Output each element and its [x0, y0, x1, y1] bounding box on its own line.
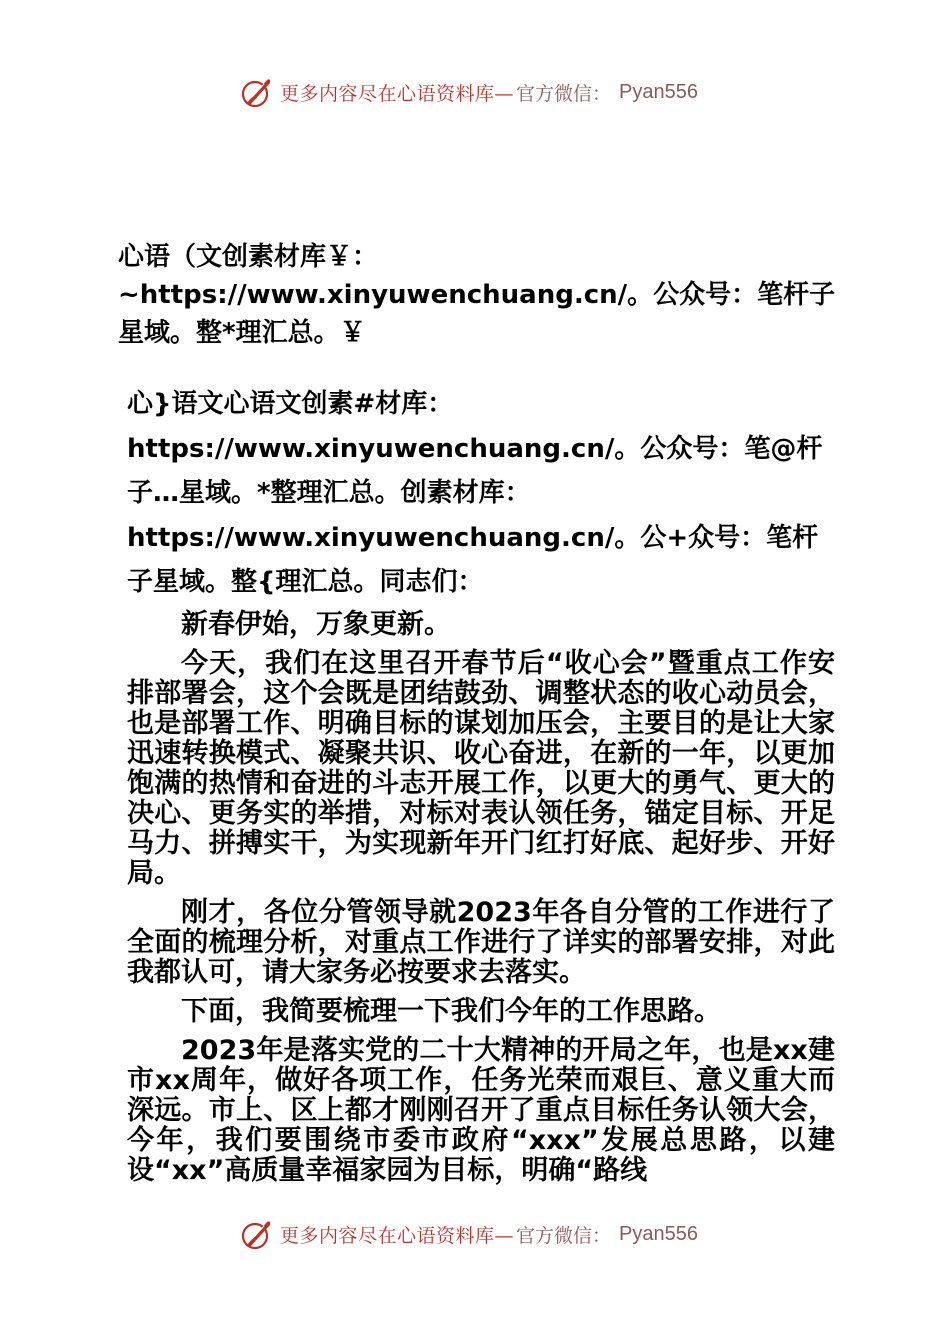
body-paragraph: 2023年是落实党的二十大精神的开局之年，也是xx建市xx周年，做好各项工作，任务光荣而艰巨、意义重大而深远。市上、区上都才刚刚召开了重点目标任务认领大会，今年，我们要围绕市委市政府“xxx”发展总思路，以建设“xx”高质量幸福家园为目标，明确“路线: [127, 1035, 835, 1186]
body-paragraph: 下面，我简要梳理一下我们今年的工作思路。: [181, 996, 721, 1027]
header-source-note: 心语（文创素材库￥：~https://www.xinyuwenchuang.cn/。公众号：笔杆子星域。整*理汇总。￥: [118, 242, 836, 348]
document-body: [127, 610, 835, 1186]
quill-pen-circle-logo-icon: [240, 1217, 274, 1251]
footer-watermark-banner: [240, 1214, 760, 1254]
banner-contact-label: 官方微信：: [516, 1224, 612, 1247]
body-paragraph: 刚才，各位分管领导就2023年各自分管的工作进行了全面的梳理分析，对重点工作进行了详实的部署安排，对此我都认可，请大家务必按要求去落实。: [127, 897, 835, 988]
banner-wechat-id: Pyan556: [619, 80, 698, 103]
body-paragraph: 今天，我们在这里召开春节后“收心会”暨重点工作安排部署会，这个会既是团结鼓劲、调整状态的收心动员会，也是部署工作、明确目标的谋划加压会，主要目的是让大家迅速转换模式、凝聚共识、收心奋进，在新的一年，以更加饱满的热情和奋进的斗志开展工作，以更大的勇气、更大的决心、更务实的举措，对标对表认领任务，锚定目标、开足马力、拼搏实干，为实现新年开门红打好底、起好步、开好局。: [127, 648, 835, 889]
banner-contact-label: 官方微信：: [516, 82, 612, 105]
body-paragraph: 新春伊始，万象更新。: [181, 609, 451, 640]
quill-pen-circle-logo-icon: [240, 75, 274, 109]
banner-wechat-id: Pyan556: [619, 1222, 698, 1245]
header-watermark-banner: [240, 72, 760, 112]
banner-text: 更多内容尽在心语资料库—: [280, 82, 515, 105]
banner-text: 更多内容尽在心语资料库—: [280, 1224, 515, 1247]
intro-salutation: 心}语文心语文创素#材库：https://www.xinyuwenchuang.cn/。公众号：笔@杆子…星域。*整理汇总。创素材库：https://www.xinyuwenchuang.cn/。公+众号：笔杆子星域。整{理汇总。同志们：: [127, 389, 823, 597]
